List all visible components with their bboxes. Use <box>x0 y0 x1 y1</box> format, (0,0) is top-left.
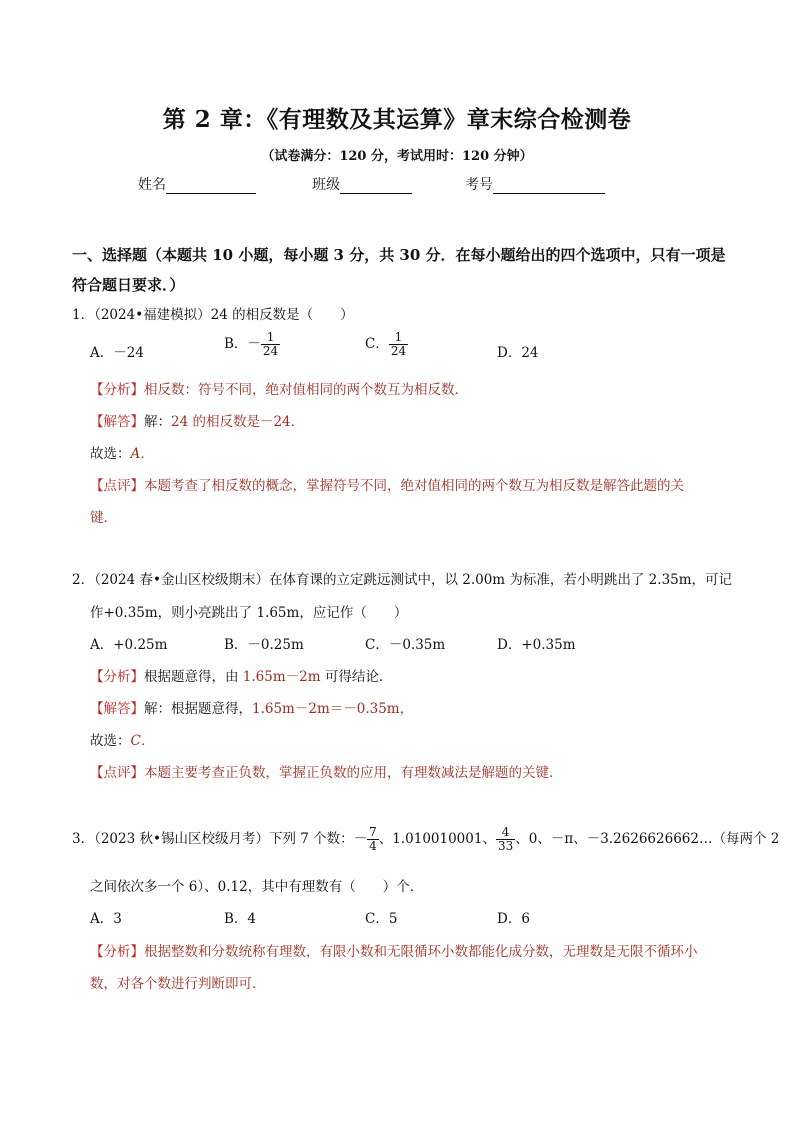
class-field[interactable] <box>312 174 412 194</box>
q1-b-prefix: B．－ <box>224 336 261 352</box>
answer-tag: 【解答】 <box>90 701 144 717</box>
analysis-tag: 【分析】 <box>90 669 144 685</box>
name-label: 姓名 <box>138 177 166 193</box>
q2-option-d: D．+0.35m <box>497 637 576 653</box>
exam-info: （试卷满分：120 分，考试用时：120 分钟） <box>261 149 533 164</box>
q3-analysis <box>90 940 698 960</box>
comment-tag: 【点评】 <box>90 765 144 781</box>
comment-text: 本题考查了相反数的概念，掌握符号不同，绝对值相同的两个数互为相反数是解答此题的关 <box>144 478 684 494</box>
q2-option-a: A．+0.25m <box>90 637 168 653</box>
name-blank[interactable] <box>166 177 256 194</box>
q1-option-c <box>365 331 408 358</box>
q1-b-fraction: $\frac{1}{24}$ <box>262 330 279 358</box>
choice-label: 故选： <box>90 446 131 462</box>
q3-stem-suffix: 、0、－π、－3.2626626662…（每两个 2 <box>515 831 780 847</box>
q3-analysis-cont: 数，对各个数进行判断即可． <box>90 976 266 992</box>
analysis-prefix: 根据题意得，由 <box>144 669 243 685</box>
q2-answer <box>90 697 413 717</box>
q1-c-fraction: $\frac{1}{24}$ <box>390 330 407 358</box>
analysis-tag: 【分析】 <box>90 944 144 960</box>
q2-option-c: C．－0.35m <box>365 637 446 653</box>
analysis-tag: 【分析】 <box>90 382 144 398</box>
q3-stem-line1 <box>72 826 779 853</box>
choice-value: A． <box>130 446 154 462</box>
number-field[interactable] <box>465 174 605 194</box>
comment-text: 本题主要考查正负数，掌握正负数的应用，有理数减法是解题的关键． <box>144 765 563 781</box>
q2-analysis <box>90 665 392 685</box>
q3-fraction-1: $\frac{7}{4}$ <box>369 825 377 853</box>
q2-stem-line1: 2．（2024 春•金山区校级期末）在体育课的立定跳远测试中，以 2.00m 为标准，若小明跳出了 2.35m，可记 <box>72 572 733 588</box>
analysis-suffix: 可得结论． <box>320 669 393 685</box>
analysis-text: 相反数：符号不同，绝对值相同的两个数互为相反数． <box>144 382 468 398</box>
q2-choice <box>90 729 154 749</box>
q3-stem-prefix: 3．（2023 秋•锡山区校级月考）下列 7 个数：－ <box>72 831 368 847</box>
q2-comment <box>90 761 563 781</box>
q1-option-b <box>224 331 280 358</box>
choice-value: C． <box>130 733 155 749</box>
q1-answer <box>90 410 304 430</box>
answer-prefix: 解： <box>144 414 171 430</box>
q2-option-b: B．－0.25m <box>224 637 304 653</box>
number-blank[interactable] <box>493 177 605 194</box>
q1-choice <box>90 442 154 462</box>
choice-label: 故选： <box>90 733 131 749</box>
q1-option-d: D．24 <box>497 345 539 361</box>
q3-option-a: A．3 <box>90 911 122 927</box>
q1-comment-cont: 键． <box>90 510 117 526</box>
class-blank[interactable] <box>340 177 412 194</box>
answer-tag: 【解答】 <box>90 414 144 430</box>
answer-text: 1.65m－2m＝－0.35m， <box>252 701 414 717</box>
q1-comment <box>90 474 684 494</box>
q3-option-c: C．5 <box>365 911 398 927</box>
section-heading: 一、选择题（本题共 10 小题，每小题 3 分，共 30 分．在每小题给出的四个选项中，只有一项是符合题日要求．） <box>72 246 726 294</box>
q1-stem: 1．（2024•福建模拟）24 的相反数是（ ） <box>72 307 354 323</box>
comment-tag: 【点评】 <box>90 478 144 494</box>
q3-option-b: B．4 <box>224 911 257 927</box>
q3-stem-mid: 、1.010010001、 <box>378 831 496 847</box>
name-field[interactable] <box>138 174 256 194</box>
q1-option-a: A．－24 <box>90 345 144 361</box>
page-title: 第 2 章：《有理数及其运算》章末综合检测卷 <box>162 106 632 133</box>
q3-fraction-2: $\frac{4}{33}$ <box>497 825 514 853</box>
q1-c-prefix: C． <box>365 336 389 352</box>
answer-text: 24 的相反数是－24． <box>171 414 305 430</box>
q3-stem-line2: 之间依次多一个 6）、0.12̇，其中有理数有（ ）个． <box>90 879 424 895</box>
class-label: 班级 <box>312 177 340 193</box>
q1-analysis <box>90 378 468 398</box>
q2-stem-line2: 作+0.35m，则小亮跳出了 1.65m，应记作（ ） <box>90 605 408 621</box>
answer-prefix: 解：根据题意得， <box>144 701 252 717</box>
analysis-text: 根据整数和分数统称有理数，有限小数和无限循环小数都能化成分数，无理数是无限不循环小 <box>144 944 698 960</box>
number-label: 考号 <box>465 177 493 193</box>
q3-option-d: D．6 <box>497 911 530 927</box>
analysis-expr: 1.65m－2m <box>242 669 321 685</box>
